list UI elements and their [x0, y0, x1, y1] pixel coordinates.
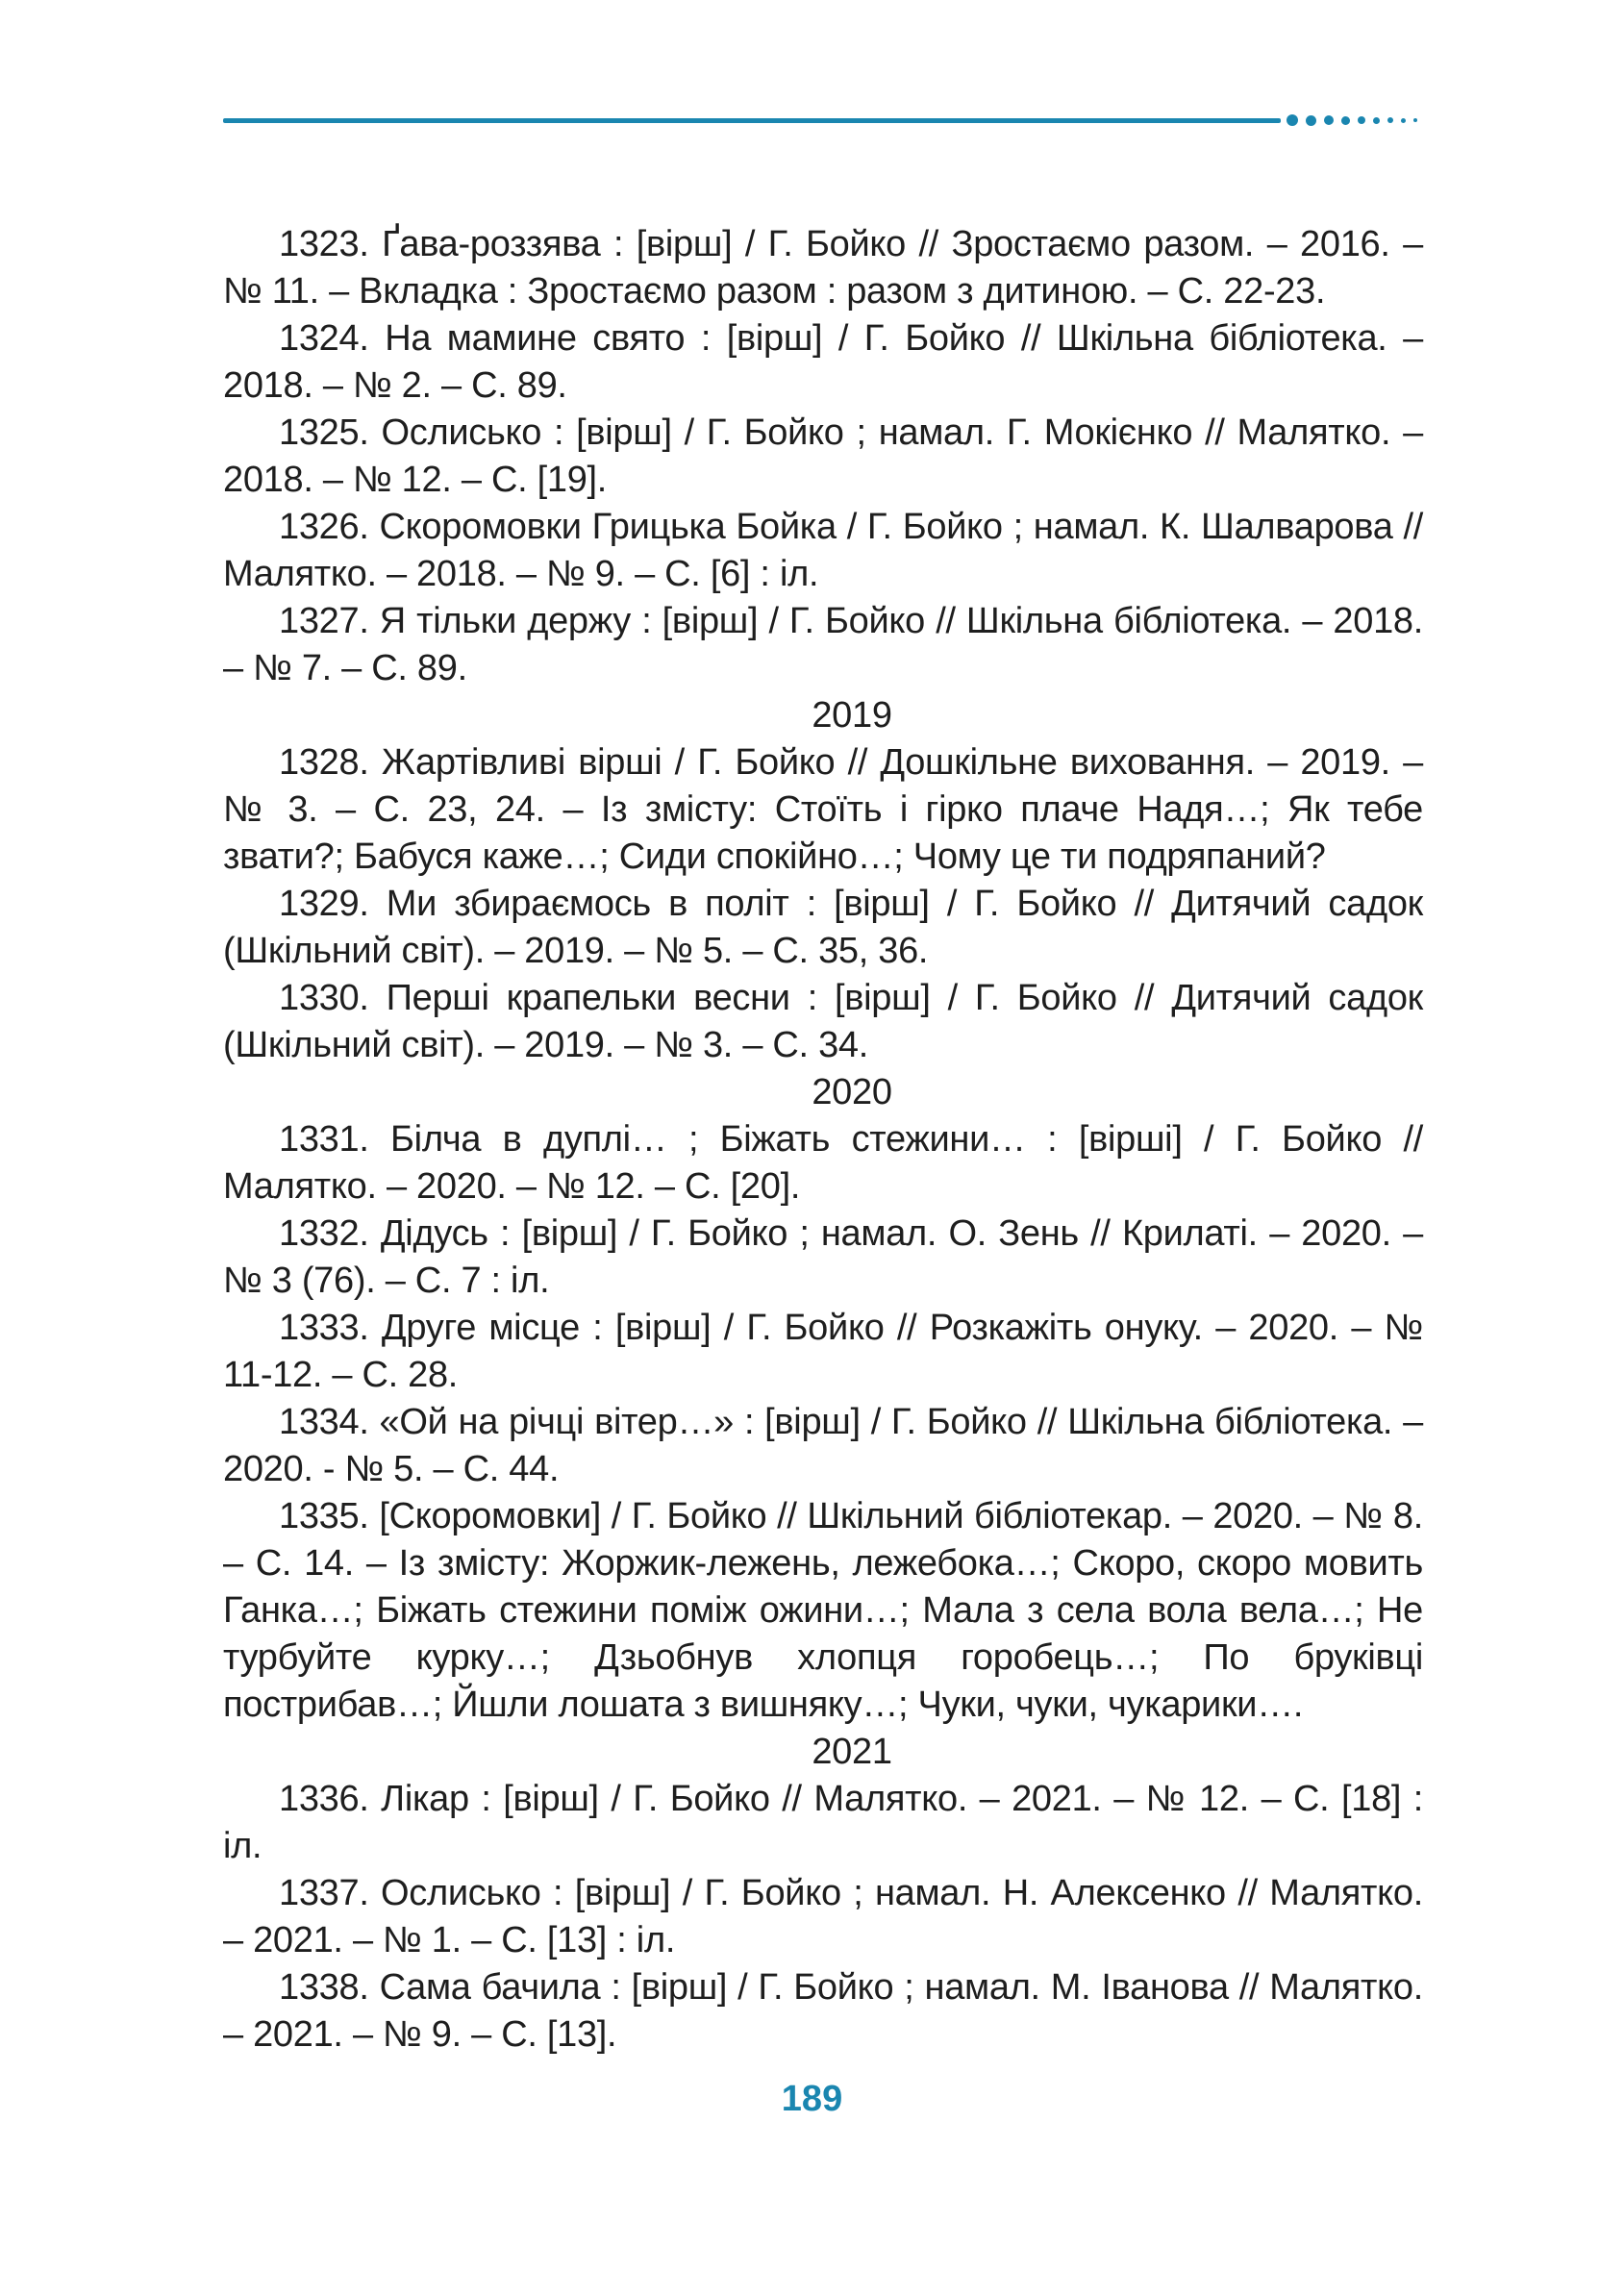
bibliography-entry: 1332. Дідусь : [вірш] / Г. Бойко ; намал. О. Зень // Крилаті. – 2020. – № 3 (76). – С. 7 : іл. [223, 1213, 1423, 1301]
year-heading: 2021 [812, 1732, 892, 1772]
bibliography-entry: 1337. Ослисько : [вірш] / Г. Бойко ; намал. Н. Алексенко // Малятко. – 2021. – № 1. – С. [13] : іл. [223, 1873, 1423, 1960]
bibliography-entry: 1334. «Ой на річці вітер…» : [вірш] / Г. Бойко // Шкільна бібліотека. – 2020. - № 5. – С. 44. [223, 1402, 1423, 1489]
bibliography-entry: 1325. Ослисько : [вірш] / Г. Бойко ; намал. Г. Мокієнко // Малятко. – 2018. – № 12. – С. [19]. [223, 412, 1423, 500]
bibliography-entry: 1323. Ґава-роззява : [вірш] / Г. Бойко // Зростаємо разом. – 2016. – № 11. – Вкладка : Зростаємо разом : разом з дитиною. – С. 22-23. [223, 224, 1423, 312]
header-rule [223, 118, 1281, 123]
year-heading: 2020 [812, 1072, 892, 1112]
bibliography-entry: 1329. Ми збираємось в політ : [вірш] / Г. Бойко // Дитячий садок (Шкільний світ). – 2019. – № 5. – С. 35, 36. [223, 884, 1423, 971]
bibliography-entry: 1324. На мамине свято : [вірш] / Г. Бойко // Шкільна бібліотека. – 2018. – № 2. – С. 89. [223, 318, 1423, 406]
bibliography-entry: 1333. Друге місце : [вірш] / Г. Бойко // Розкажіть онуку. – 2020. – № 11-12. – С. 28. [223, 1308, 1423, 1395]
bibliography-entry: 1328. Жартівливі вірші / Г. Бойко // Дошкільне виховання. – 2019. – № 3. – С. 23, 24. – Із змісту: Стоїть і гірко плаче Надя…; Як тебе звати?; Бабуся каже…; Сиди спокійно…; Чому це ти подряпаний? [223, 742, 1423, 877]
page-number: 189 [781, 2079, 843, 2119]
header-dots-ornament [1287, 113, 1425, 127]
bibliography-entry: 1331. Білча в дуплі… ; Біжать стежини… : [вірші] / Г. Бойко // Малятко. – 2020. – № 12. – С. [20]. [223, 1119, 1423, 1207]
year-heading: 2019 [812, 695, 892, 736]
bibliography-entry: 1335. [Скоромовки] / Г. Бойко // Шкільний бібліотекар. – 2020. – № 8. – С. 14. – Із змісту: Жоржик-лежень, лежебока…; Скоро, скоро мовить Ганка…; Біжать стежини поміж ожини…; Мала з села вола вела…; Не турбуйте курку…; Дзьобнув хлопця горобець…; По бруківці пострибав…; Йшли лошата з вишняку…; Чуки, чуки, чукарики…. [223, 1496, 1423, 1725]
bibliography-entry: 1326. Скоромовки Грицька Бойка / Г. Бойко ; намал. К. Шалварова // Малятко. – 2018. – № 9. – С. [6] : іл. [223, 507, 1423, 594]
bibliography-entry: 1327. Я тільки держу : [вірш] / Г. Бойко // Шкільна бібліотека. – 2018. – № 7. – С. 89. [223, 601, 1423, 688]
bibliography-entry: 1330. Перші крапельки весни : [вірш] / Г. Бойко // Дитячий садок (Шкільний світ). – 2019. – № 3. – С. 34. [223, 978, 1423, 1065]
bibliography-entry: 1336. Лікар : [вірш] / Г. Бойко // Малятко. – 2021. – № 12. – С. [18] : іл. [223, 1779, 1423, 1866]
bibliography-content [223, 221, 1423, 2059]
bibliography-entry: 1338. Сама бачила : [вірш] / Г. Бойко ; намал. М. Іванова // Малятко. – 2021. – № 9. – С. [13]. [223, 1967, 1423, 2055]
